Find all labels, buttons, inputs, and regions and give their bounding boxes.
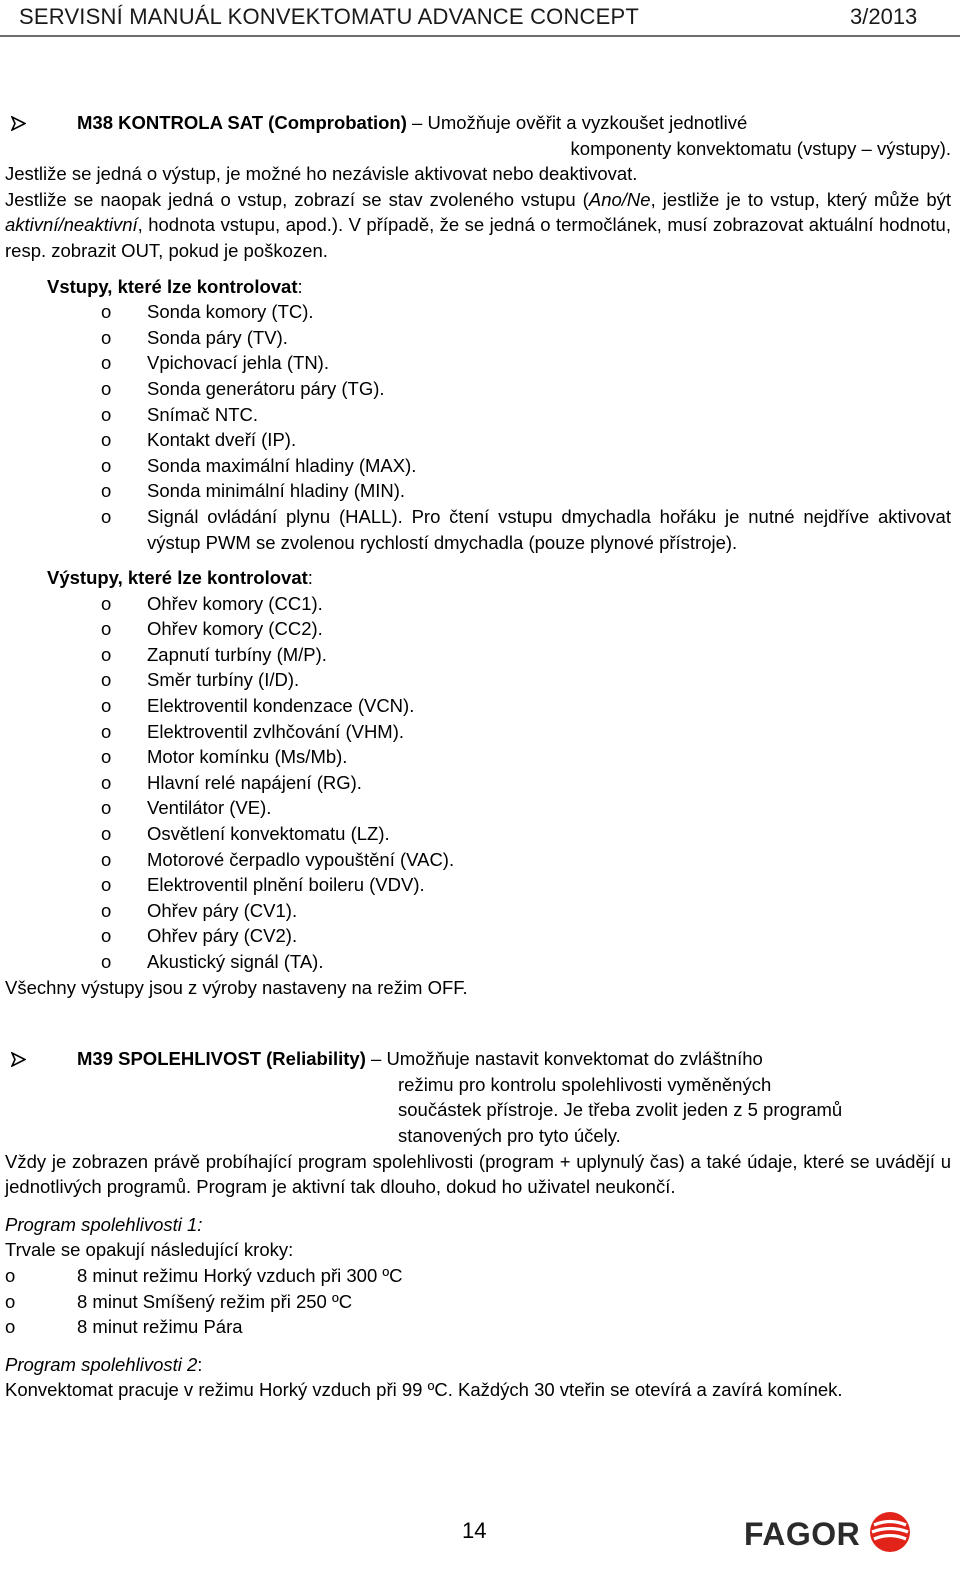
list-item: o Ventilátor (VE). (101, 797, 272, 819)
arrowhead-bullet-icon (5, 110, 77, 135)
arrowhead-bullet-icon (5, 1046, 77, 1071)
list-item: o Osvětlení konvektomatu (LZ). (101, 823, 390, 845)
list-item: o Sonda minimální hladiny (MIN). (101, 480, 406, 502)
list-item: o 8 minut Smíšený režim při 250 ºC (5, 1290, 353, 1312)
program-1-intro: Trvale se opakují následující kroky: (5, 1239, 294, 1261)
m39-paragraph-1: Vždy je zobrazen právě probíhající program spolehlivosti (program + uplynulý čas) a také údaje, které se uvádějí u jednotlivých programů. Program je aktivní tak dlouho, dokud ho uživatel neukončí. (5, 1150, 951, 1198)
hall-note: Pro čtení vstupu dmychadla hořáku je nutné nejdříve aktivovat výstup PWM se zvolenou rychlostí dmychadla (pouze plynové přístroje). (147, 505, 951, 553)
program-2-text: Konvektomat pracuje v režimu Horký vzduch při 99 ºC. Každých 30 vteřin se otevírá a zavírá komínek. (5, 1379, 843, 1401)
page-header (0, 0, 960, 36)
m39-desc-line1: Umožňuje nastavit konvektomat do zvláštního (386, 1048, 763, 1070)
m39-desc-line2: režimu pro kontrolu spolehlivosti vyměněných (398, 1073, 772, 1095)
outputs-title: Výstupy, které lze kontrolovat: (47, 567, 313, 589)
m39-desc-line4: stanovených pro tyto účely. (398, 1124, 621, 1146)
header-rule (0, 35, 960, 37)
list-item: o Akustický signál (TA). (101, 951, 324, 972)
m39-title: M39 SPOLEHLIVOST (Reliability) (77, 1048, 366, 1070)
logo-wordmark: FAGOR (744, 1516, 861, 1552)
list-item: o Sonda komory (TC). (101, 301, 314, 323)
m38-title: M38 KONTROLA SAT (Comprobation) (77, 112, 407, 133)
list-item: o Sonda páry (TV). (101, 326, 288, 348)
section-m38 (5, 110, 951, 1000)
list-item: o Snímač NTC. (101, 403, 259, 425)
list-item: o Sonda generátoru páry (TG). (101, 377, 385, 399)
list-item: o Ohřev páry (CV2). (101, 925, 298, 947)
list-item: o Sonda maximální hladiny (MAX). (101, 454, 417, 476)
m39-heading-line: M39 SPOLEHLIVOST (Reliability) – Umožňuje nastavit konvektomat do zvláštního (5, 1046, 951, 1072)
page-number: 14 (462, 1518, 487, 1543)
list-item: o Ohřev komory (CC1). (101, 592, 323, 614)
list-item: o Kontakt dveří (IP). (101, 429, 297, 451)
m38-closing: Všechny výstupy jsou z výroby nastaveny na režim OFF. (5, 976, 468, 998)
m38-paragraph-2: Jestliže se naopak jedná o vstup, zobrazí se stav zvoleného vstupu (Ano/Ne, jestliže je to vstup, který může být aktivní/neaktivní, hodnota vstupu, apod.). V případě, že se jedná o termočlánek, musí zobrazovat aktuální hodnotu, resp. zobrazit OUT, pokud je poškozen. (5, 188, 952, 261)
list-item: o 8 minut režimu Pára (5, 1316, 243, 1338)
list-item: o Hlavní relé napájení (RG). (101, 771, 362, 793)
inputs-list (5, 299, 951, 555)
list-item: o Elektroventil plnění boileru (VDV). (101, 874, 425, 896)
header-title: SERVISNÍ MANUÁL KONVEKTOMATU ADVANCE CONCEPT (19, 4, 640, 29)
list-item: o Ohřev komory (CC2). (101, 618, 323, 640)
program-1-title: Program spolehlivosti 1: (5, 1213, 203, 1235)
list-item: o 8 minut režimu Horký vzduch při 300 ºC (5, 1264, 403, 1286)
list-item: o Ohřev páry (CV1). (101, 899, 298, 921)
list-item-hall: o Signál ovládání plynu (HALL). Pro čtení vstupu dmychadla hořáku je nutné nejdříve aktivovat výstup PWM se zvolenou rychlostí dmychadla (pouze plynové přístroje). (101, 505, 951, 553)
program-2-title: Program spolehlivosti 2: (5, 1353, 203, 1375)
section-m39 (5, 1046, 951, 1403)
program-1-steps (5, 1263, 951, 1340)
list-item: o Vpichovací jehla (TN). (101, 352, 329, 374)
header-date: 3/2013 (850, 4, 918, 29)
list-item: o Elektroventil kondenzace (VCN). (101, 695, 415, 717)
m39-desc-line3: součástek přístroje. Je třeba zvolit jeden z 5 programů (398, 1099, 843, 1121)
page-content (5, 110, 951, 1403)
m38-desc-line1: Umožňuje ověřit a vyzkoušet jednotlivé (427, 112, 748, 133)
inputs-title: Vstupy, které lze kontrolovat: (47, 275, 303, 297)
list-item: o Motorové čerpadlo vypouštění (VAC). (101, 848, 455, 870)
fagor-emblem-icon (868, 1510, 912, 1554)
list-item: o Motor komínku (Ms/Mb). (101, 746, 348, 768)
m38-desc-line2: komponenty konvektomatu (vstupy – výstupy). (570, 137, 951, 159)
outputs-list (5, 591, 951, 975)
list-item: o Zapnutí turbíny (M/P). (101, 643, 327, 665)
m38-heading-line: M38 KONTROLA SAT (Comprobation) – Umožňuje ověřit a vyzkoušet jednotlivé (5, 110, 951, 136)
list-item: o Elektroventil zvlhčování (VHM). (101, 720, 405, 742)
m38-paragraph-1: Jestliže se jedná o výstup, je možné ho nezávisle aktivovat nebo deaktivovat. (5, 163, 638, 185)
list-item: o Směr turbíny (I/D). (101, 669, 300, 691)
fagor-logo (744, 1510, 912, 1554)
